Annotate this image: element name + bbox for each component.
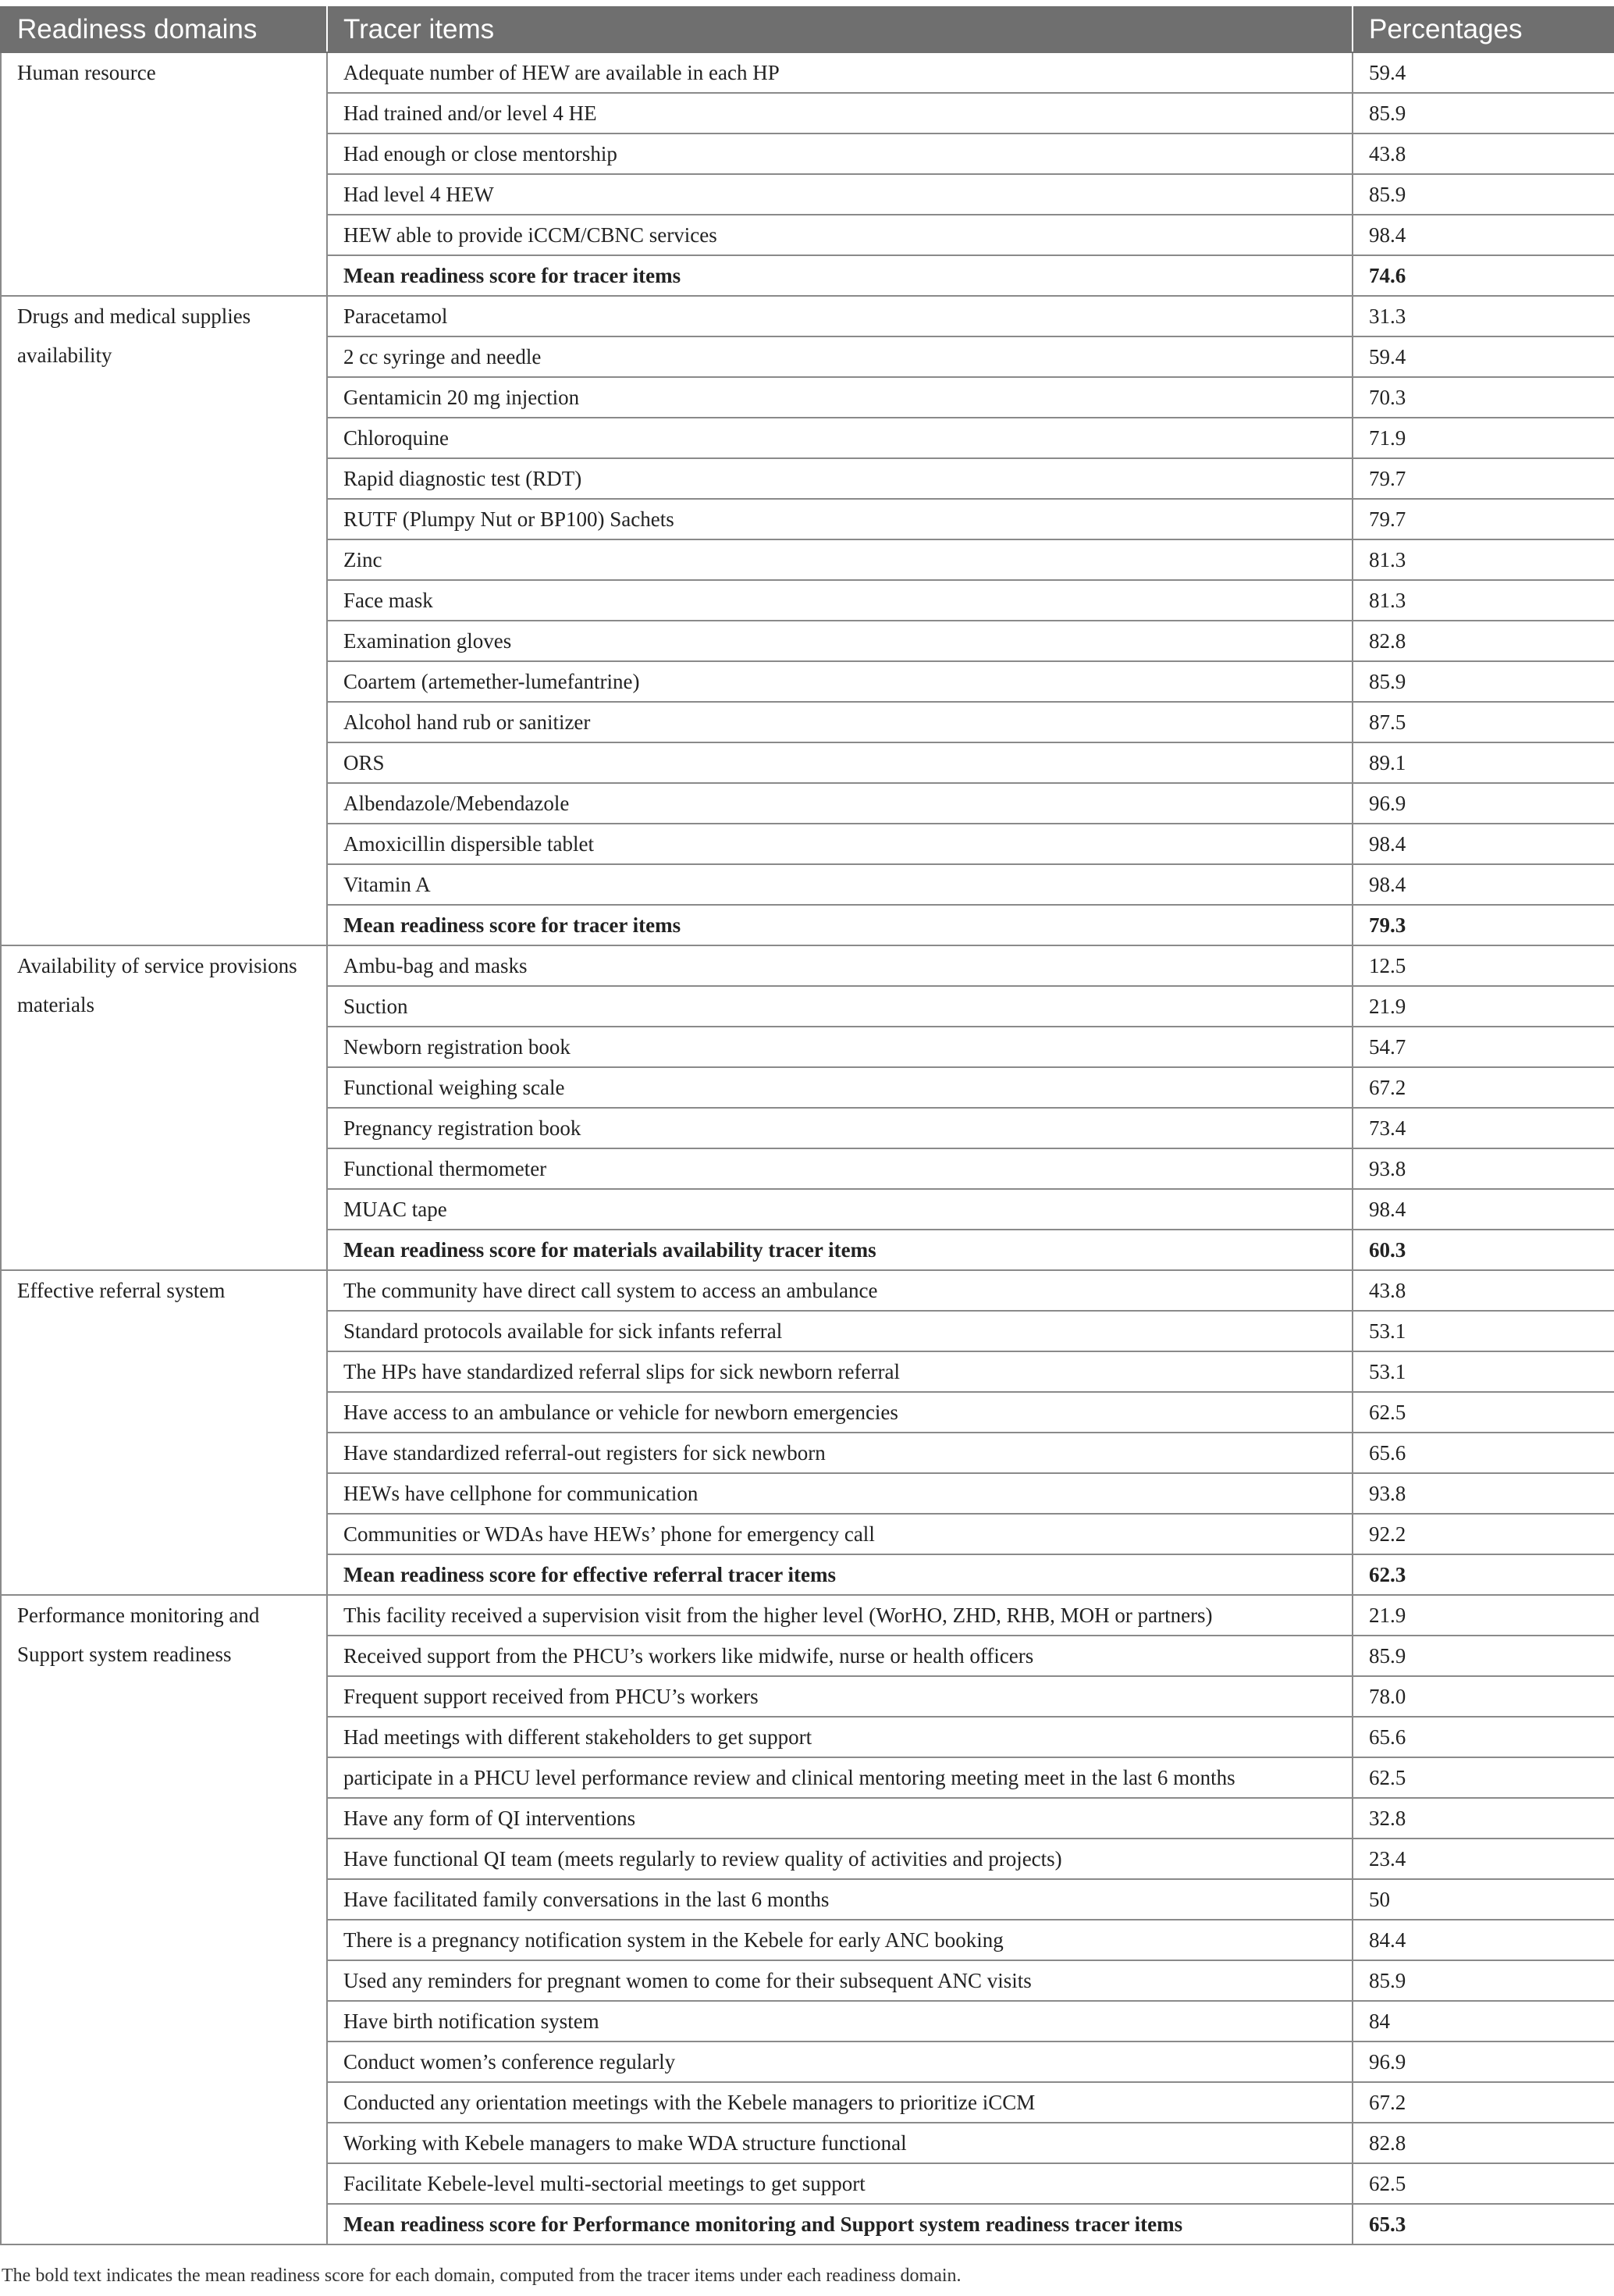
tracer-item-cell: Had level 4 HEW <box>327 174 1353 215</box>
percentage-cell: 21.9 <box>1353 1595 1614 1636</box>
percentage-cell: 98.4 <box>1353 1189 1614 1230</box>
header-row <box>1 7 1614 52</box>
tracer-item-cell: Ambu-bag and masks <box>327 945 1353 986</box>
tracer-item-cell: Coartem (artemether-lumefantrine) <box>327 661 1353 702</box>
header-readiness-domains: Readiness domains <box>1 7 327 52</box>
tracer-item-cell: participate in a PHCU level performance review and clinical mentoring meeting meet in the last 6 months <box>327 1757 1353 1798</box>
tracer-item-cell: HEW able to provide iCCM/CBNC services <box>327 215 1353 255</box>
tracer-item-cell: Face mask <box>327 580 1353 621</box>
tracer-item-cell: Functional thermometer <box>327 1148 1353 1189</box>
percentage-cell: 21.9 <box>1353 986 1614 1027</box>
readiness-table <box>0 6 1614 2245</box>
tracer-item-cell: Facilitate Kebele-level multi-sectorial meetings to get support <box>327 2163 1353 2204</box>
percentage-cell: 92.2 <box>1353 1514 1614 1554</box>
table-row <box>1 296 1614 336</box>
tracer-item-cell: Paracetamol <box>327 296 1353 336</box>
percentage-cell: 53.1 <box>1353 1311 1614 1351</box>
tracer-item-cell: Functional weighing scale <box>327 1067 1353 1108</box>
tracer-item-cell: Used any reminders for pregnant women to come for their subsequent ANC visits <box>327 1960 1353 2001</box>
domain-cell: Availability of service provisions materials <box>1 945 327 1270</box>
percentage-cell: 43.8 <box>1353 133 1614 174</box>
percentage-cell: 60.3 <box>1353 1230 1614 1270</box>
percentage-cell: 96.9 <box>1353 2041 1614 2082</box>
tracer-item-cell: Suction <box>327 986 1353 1027</box>
tracer-item-cell: Received support from the PHCU’s workers like midwife, nurse or health officers <box>327 1636 1353 1676</box>
percentage-cell: 85.9 <box>1353 1636 1614 1676</box>
tracer-item-cell: Had trained and/or level 4 HE <box>327 93 1353 133</box>
percentage-cell: 85.9 <box>1353 93 1614 133</box>
percentage-cell: 85.9 <box>1353 661 1614 702</box>
tracer-item-cell: Have access to an ambulance or vehicle for newborn emergencies <box>327 1392 1353 1433</box>
table-row <box>1 52 1614 93</box>
tracer-item-cell: Standard protocols available for sick infants referral <box>327 1311 1353 1351</box>
percentage-cell: 62.5 <box>1353 2163 1614 2204</box>
domain-cell: Effective referral system <box>1 1270 327 1595</box>
percentage-cell: 78.0 <box>1353 1676 1614 1717</box>
tracer-item-cell: The community have direct call system to access an ambulance <box>327 1270 1353 1311</box>
percentage-cell: 67.2 <box>1353 2082 1614 2123</box>
percentage-cell: 65.6 <box>1353 1433 1614 1473</box>
percentage-cell: 93.8 <box>1353 1148 1614 1189</box>
tracer-item-cell: The HPs have standardized referral slips for sick newborn referral <box>327 1351 1353 1392</box>
table-row <box>1 1595 1614 1636</box>
percentage-cell: 65.3 <box>1353 2204 1614 2244</box>
table-row <box>1 945 1614 986</box>
tracer-item-cell: Adequate number of HEW are available in each HP <box>327 52 1353 93</box>
percentage-cell: 87.5 <box>1353 702 1614 742</box>
percentage-cell: 62.5 <box>1353 1757 1614 1798</box>
tracer-item-cell: Gentamicin 20 mg injection <box>327 377 1353 418</box>
domain-cell: Performance monitoring and Support system readiness <box>1 1595 327 2244</box>
tracer-item-cell: Alcohol hand rub or sanitizer <box>327 702 1353 742</box>
tracer-item-cell: Pregnancy registration book <box>327 1108 1353 1148</box>
tracer-item-cell: MUAC tape <box>327 1189 1353 1230</box>
percentage-cell: 93.8 <box>1353 1473 1614 1514</box>
percentage-cell: 79.7 <box>1353 458 1614 499</box>
percentage-cell: 50 <box>1353 1879 1614 1920</box>
tracer-item-cell: Zinc <box>327 539 1353 580</box>
tracer-item-cell: This facility received a supervision visit from the higher level (WorHO, ZHD, RHB, MOH or partners) <box>327 1595 1353 1636</box>
percentage-cell: 62.5 <box>1353 1392 1614 1433</box>
table-row <box>1 1270 1614 1311</box>
percentage-cell: 81.3 <box>1353 580 1614 621</box>
percentage-cell: 96.9 <box>1353 783 1614 824</box>
percentage-cell: 84.4 <box>1353 1920 1614 1960</box>
table-footnote: The bold text indicates the mean readiness score for each domain, computed from the tracer items under each readiness domain. <box>2 2266 962 2286</box>
tracer-item-cell: Mean readiness score for tracer items <box>327 905 1353 945</box>
percentage-cell: 84 <box>1353 2001 1614 2041</box>
percentage-cell: 79.3 <box>1353 905 1614 945</box>
tracer-item-cell: Conducted any orientation meetings with the Kebele managers to prioritize iCCM <box>327 2082 1353 2123</box>
percentage-cell: 53.1 <box>1353 1351 1614 1392</box>
percentage-cell: 67.2 <box>1353 1067 1614 1108</box>
percentage-cell: 82.8 <box>1353 2123 1614 2163</box>
percentage-cell: 23.4 <box>1353 1839 1614 1879</box>
percentage-cell: 59.4 <box>1353 52 1614 93</box>
tracer-item-cell: Rapid diagnostic test (RDT) <box>327 458 1353 499</box>
tracer-item-cell: Have standardized referral-out registers for sick newborn <box>327 1433 1353 1473</box>
percentage-cell: 70.3 <box>1353 377 1614 418</box>
percentage-cell: 54.7 <box>1353 1027 1614 1067</box>
tracer-item-cell: There is a pregnancy notification system in the Kebele for early ANC booking <box>327 1920 1353 1960</box>
percentage-cell: 32.8 <box>1353 1798 1614 1839</box>
tracer-item-cell: Have facilitated family conversations in the last 6 months <box>327 1879 1353 1920</box>
tracer-item-cell: Conduct women’s conference regularly <box>327 2041 1353 2082</box>
tracer-item-cell: Amoxicillin dispersible tablet <box>327 824 1353 864</box>
percentage-cell: 98.4 <box>1353 215 1614 255</box>
percentage-cell: 79.7 <box>1353 499 1614 539</box>
tracer-item-cell: Frequent support received from PHCU’s workers <box>327 1676 1353 1717</box>
tracer-item-cell: Mean readiness score for effective referral tracer items <box>327 1554 1353 1595</box>
tracer-item-cell: Mean readiness score for materials availability tracer items <box>327 1230 1353 1270</box>
tracer-item-cell: Have any form of QI interventions <box>327 1798 1353 1839</box>
percentage-cell: 62.3 <box>1353 1554 1614 1595</box>
tracer-item-cell: Communities or WDAs have HEWs’ phone for emergency call <box>327 1514 1353 1554</box>
percentage-cell: 59.4 <box>1353 336 1614 377</box>
percentage-cell: 98.4 <box>1353 824 1614 864</box>
percentage-cell: 85.9 <box>1353 1960 1614 2001</box>
tracer-item-cell: Had enough or close mentorship <box>327 133 1353 174</box>
percentage-cell: 31.3 <box>1353 296 1614 336</box>
tracer-item-cell: ORS <box>327 742 1353 783</box>
header-percentages: Percentages <box>1353 7 1614 52</box>
tracer-item-cell: Working with Kebele managers to make WDA structure functional <box>327 2123 1353 2163</box>
tracer-item-cell: Vitamin A <box>327 864 1353 905</box>
percentage-cell: 12.5 <box>1353 945 1614 986</box>
tracer-item-cell: Newborn registration book <box>327 1027 1353 1067</box>
percentage-cell: 82.8 <box>1353 621 1614 661</box>
tracer-item-cell: Chloroquine <box>327 418 1353 458</box>
percentage-cell: 43.8 <box>1353 1270 1614 1311</box>
table-body <box>1 52 1614 2244</box>
tracer-item-cell: Mean readiness score for Performance monitoring and Support system readiness tracer items <box>327 2204 1353 2244</box>
domain-cell: Human resource <box>1 52 327 296</box>
table-header <box>1 7 1614 52</box>
tracer-item-cell: Examination gloves <box>327 621 1353 661</box>
tracer-item-cell: Have functional QI team (meets regularly to review quality of activities and projects) <box>327 1839 1353 1879</box>
percentage-cell: 89.1 <box>1353 742 1614 783</box>
percentage-cell: 73.4 <box>1353 1108 1614 1148</box>
tracer-item-cell: Albendazole/Mebendazole <box>327 783 1353 824</box>
tracer-item-cell: HEWs have cellphone for communication <box>327 1473 1353 1514</box>
tracer-item-cell: RUTF (Plumpy Nut or BP100) Sachets <box>327 499 1353 539</box>
percentage-cell: 85.9 <box>1353 174 1614 215</box>
percentage-cell: 71.9 <box>1353 418 1614 458</box>
tracer-item-cell: Have birth notification system <box>327 2001 1353 2041</box>
percentage-cell: 98.4 <box>1353 864 1614 905</box>
tracer-item-cell: Mean readiness score for tracer items <box>327 255 1353 296</box>
percentage-cell: 81.3 <box>1353 539 1614 580</box>
percentage-cell: 74.6 <box>1353 255 1614 296</box>
tracer-item-cell: Had meetings with different stakeholders to get support <box>327 1717 1353 1757</box>
header-tracer-items: Tracer items <box>327 7 1353 52</box>
percentage-cell: 65.6 <box>1353 1717 1614 1757</box>
tracer-item-cell: 2 cc syringe and needle <box>327 336 1353 377</box>
domain-cell: Drugs and medical supplies availability <box>1 296 327 945</box>
